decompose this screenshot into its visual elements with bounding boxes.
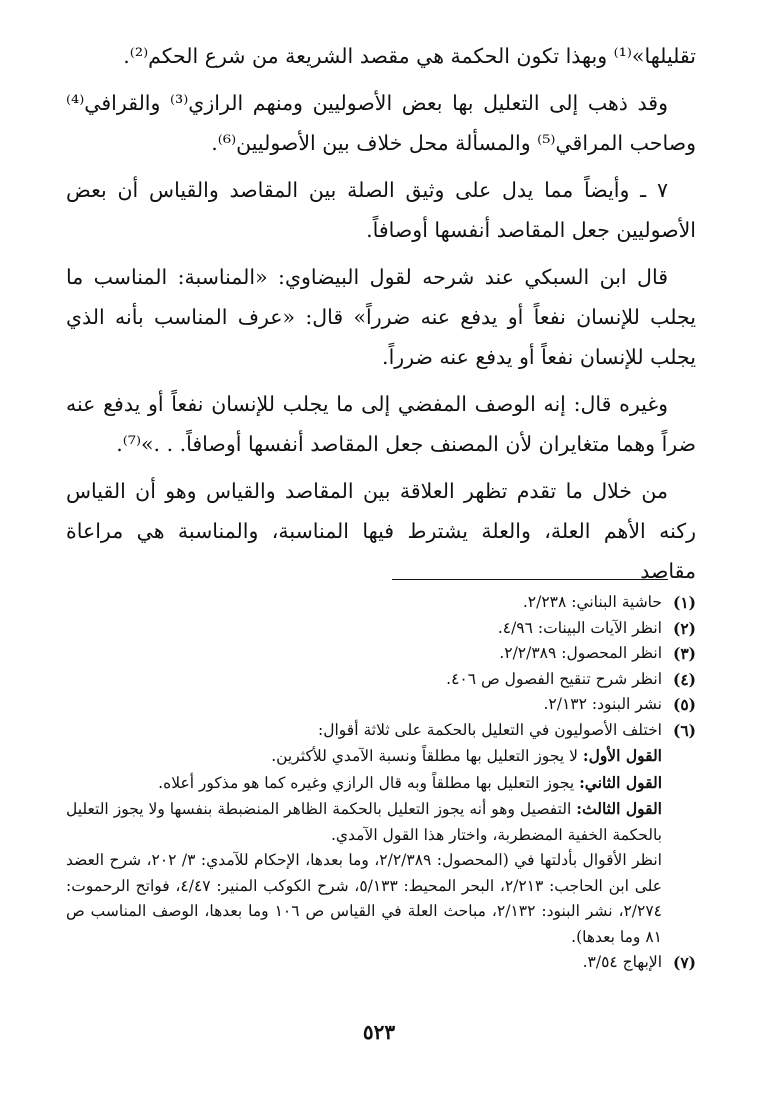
footnote-text <box>66 692 662 718</box>
footnote-text <box>66 641 662 667</box>
footnote-line <box>66 743 662 770</box>
footnote-number: (٤) <box>672 669 696 689</box>
footnote-4 <box>66 667 696 693</box>
footnote-text <box>66 616 662 642</box>
footnote-line <box>66 796 662 848</box>
footnote-number: (٥) <box>672 695 696 714</box>
footnote-divider <box>392 579 668 580</box>
footnote-3 <box>66 641 696 667</box>
footnote-number: (٢) <box>672 618 696 638</box>
footnote-line: انظر المحصول: ٢/٢/٣٨٩. <box>499 644 662 662</box>
footnote-line <box>66 770 662 797</box>
footnote-number: (٣) <box>672 644 696 663</box>
footnote-text <box>66 590 662 616</box>
footnote-7 <box>66 950 696 976</box>
page-number: ٥٢٣ <box>362 1020 396 1044</box>
footnote-line-text: لا يجوز التعليل بها مطلقاً ونسبة الآمدي للأكثرين. <box>271 747 583 765</box>
paragraph-1: تقليلها»⁽¹⁾ وبهذا تكون الحكمة هي مقصد الشريعة من شرع الحكم⁽²⁾. <box>123 44 696 68</box>
footnote-text <box>66 667 662 693</box>
paragraph-4: قال ابن السبكي عند شرحه لقول البيضاوي: «المناسبة: المناسب ما يجلب للإنسان نفعاً أو يدفع عنه ضرراً» قال: «عرف المناسب بأنه الذي يجلب للإنسان نفعاً أو يدفع عنه ضرراً. <box>66 265 696 369</box>
footnote-line-text: يجوز التعليل بها مطلقاً وبه قال الرازي وغيره كما هو مذكور أعلاه. <box>158 773 580 792</box>
paragraph-5: وغيره قال: إنه الوصف المفضي إلى ما يجلب للإنسان نفعاً أو يدفع عنه ضراً وهما متغايران لأن المصنف جعل المقاصد أنفسها أوصافاً. . .»⁽⁷⁾. <box>66 392 696 456</box>
main-text <box>66 36 696 598</box>
footnote-line: اختلف الأصوليون في التعليل بالحكمة على ثلاثة أقوال: <box>318 720 662 739</box>
footnote-line: انظر الأقوال بأدلتها في (المحصول: ٢/٢/٣٨٩، وما بعدها، الإحكام للآمدي: ٣/ ٢٠٢، شرح العضد على ابن الحاجب: ٢/٢١٣، البحر المحيط: ٥/١٣٣، شرح الكوكب المنير: ٤/٤٧، فواتح الرحموت: ٢/٢٧٤، نشر البنود: ٢/١٣٢، مباحث العلة في القياس ص ١٠٦ وما بعدها، الوصف المناسب ص ٨١ وما بعدها). <box>66 851 662 946</box>
footnote-line: انظر الآيات البينات: ٤/٩٦. <box>497 618 662 637</box>
paragraph-3: ٧ ـ وأيضاً مما يدل على وثيق الصلة بين المقاصد والقياس أن بعض الأصوليين جعل المقاصد أنفسها أوصافاً. <box>66 178 696 242</box>
footnote-number: (٧) <box>672 953 696 972</box>
footnote-text <box>66 718 662 951</box>
footnote-line: نشر البنود: ٢/١٣٢. <box>543 695 662 713</box>
footnote-line: انظر شرح تنقيح الفصول ص ٤٠٦. <box>446 669 662 688</box>
footnote-text <box>66 950 662 976</box>
footnote-number: (٦) <box>672 720 696 740</box>
footnote-5 <box>66 692 696 718</box>
footnote-line: الإبهاج ٣/٥٤. <box>582 953 662 971</box>
footnote-lead: القول الأول: <box>582 746 662 765</box>
footnote-line-text: التفصيل وهو أنه يجوز التعليل بالحكمة الظاهر المنضبطة بنفسها ولا يجوز التعليل بالحكمة الخفية المضطربة، واختار هذا القول الآمدي. <box>66 800 662 844</box>
paragraph-2: وقد ذهب إلى التعليل بها بعض الأصوليين ومنهم الرازي⁽³⁾ والقرافي⁽⁴⁾ وصاحب المراقي⁽⁵⁾ والمسألة محل خلاف بين الأصوليين⁽⁶⁾. <box>66 91 696 155</box>
footnotes <box>66 590 696 976</box>
paragraph-6: من خلال ما تقدم تظهر العلاقة بين المقاصد والقياس وهو أن القياس ركنه الأهم العلة، والعلة يشترط فيها المناسبة، والمناسبة هي مراعاة مقاصد <box>66 479 696 583</box>
footnote-2 <box>66 616 696 642</box>
footnote-lead: القول الثاني: <box>579 772 662 792</box>
footnote-lead: القول الثالث: <box>576 799 662 818</box>
footnote-number: (١) <box>672 593 696 612</box>
footnote-1 <box>66 590 696 616</box>
footnote-6 <box>66 718 696 951</box>
footnote-line: حاشية البناني: ٢/٢٣٨. <box>522 593 662 611</box>
